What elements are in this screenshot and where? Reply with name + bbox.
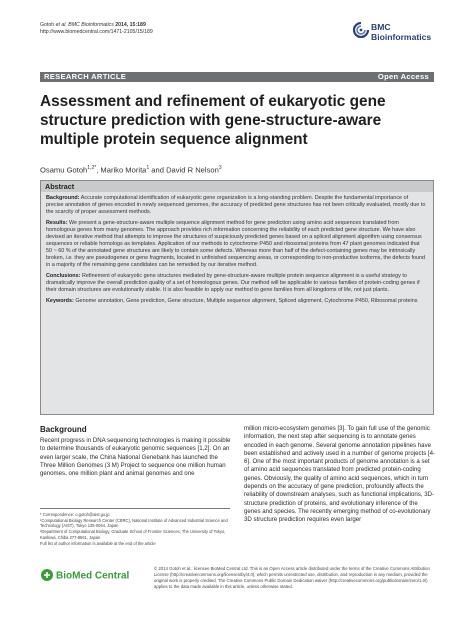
article-title: Assessment and refinement of eukaryotic gene structure prediction with gene-structure-aware multiple protein sequence alignment [40, 93, 386, 148]
abstract-box [40, 180, 434, 415]
section-text: Accurate computational identification of eukaryotic gene organization is a long-standing problem. Despite the fundamental importance of precise annotation of genes encoded in newly sequenced genomes, the accuracy of predicted gene structures has not been critically evaluated, mostly due to the scarcity of proper assessment methods. [46, 195, 426, 216]
journal-logo-line1: BMC [371, 22, 391, 32]
body-paragraph: Recent progress in DNA sequencing technologies is making it possible to determine thousands of eukaryotic genomic sequences [1,2]. On an even larger scale, the China National Genebank has launched the Three Million Genomes (3 M) Project to sequence one million human genomes, one million plant and animal genomes and one [40, 437, 231, 478]
abstract-body [46, 195, 427, 309]
affiliation-marker: 3 [218, 165, 222, 171]
abstract-heading: Abstract [45, 182, 75, 191]
author-name[interactable]: and David R Nelson [149, 165, 219, 175]
section-text: Refinement of eukaryotic gene structures mediated by gene-structure-aware multiple protein sequence alignment is a useful strategy to dramatically improve the overall prediction quality of a set of homologous genes. Our method will be applicable to various families of protein-coding genes if their domain structures are evolutionarily stable. It is also feasible to apply our method to gene families from all kingdoms of life, not just plants. [46, 273, 420, 294]
license-text: © 2014 Gotoh et al.; licensee BioMed Central Ltd. This is an Open Access article distributed under the terms of the Creative Commons Attribution License (http://creativecommons.org/licenses/by/4.0), which permits unrestricted use, distribution, and reproduction in any medium, provided the original work is properly credited. The Creative Commons Public Domain Dedication waiver (http://creativecommons.org/publicdomain/zero/1.0/) applies to the data made available in this article, unless otherwise stated. [154, 566, 430, 589]
biomed-central-logo-text: BioMed Central [56, 570, 130, 582]
section-label: Conclusions: [46, 273, 81, 280]
section-text: Genome annotation, Gene prediction, Gene structure, Multiple sequence alignment, Spliced alignment, Cytochrome P450, Ribosomal proteins [73, 298, 418, 304]
journal-logo-line2: Bioinformatics [371, 31, 432, 42]
footnotes [40, 512, 232, 546]
citation-authors: Gotoh [40, 22, 56, 28]
section-label: Background: [46, 195, 80, 201]
affiliation-marker: 1 [146, 165, 150, 171]
body-paragraph: million micro-ecosystem genomes [3]. To gain full use of the genomic information, the next step after sequencing is to annotate genes encoded in each genome. Several genome annotation pipelines have been established and actively used in a number of genome projects [4-6]. One of the most important products of genome annotation is a set of amino acid sequences translated from predicted protein-coding genes. Obviously, the quality of amino acid sequences, which in turn depends on the accuracy of gene prediction, profoundly affects the reliability of downstream analyses, such as functional implications, 3D-structure prediction of proteins, and evolutionary inference of the genes and species. The recently emerging method of co-evolutionary 3D structure prediction requires even larger [244, 425, 436, 524]
affiliation-note: ²Department of Computational Biology, Graduate School of Frontier Sciences, The University of Tokyo, Kashiwa, Chiba 277-8561, Japan [40, 529, 226, 540]
journal-logo-text [371, 23, 431, 42]
citation-volume: 2014, 15:189 [113, 22, 146, 28]
abstract-results [46, 220, 427, 270]
section-text: they are pseudogenes or gene fragments, located in unfinished sequencing areas, or corresponding to non-productive isoforms, the defects found in a majority of the remaining gene candidates can be remedied by our iterative method. [46, 255, 426, 269]
bmc-logo-icon [353, 22, 369, 38]
abstract-keywords [46, 298, 427, 305]
body-right-column [244, 425, 436, 525]
article-type: RESEARCH ARTICLE [44, 72, 127, 81]
section-label: Keywords: [46, 298, 74, 304]
article-url[interactable]: http://www.biomedcentral.com/1471-2105/15/189 [40, 29, 153, 35]
abstract-background [46, 195, 427, 216]
correspondence-note: * Correspondence: o.gotoh@aist.go.jp [40, 512, 110, 517]
open-access-label[interactable]: Open Access [377, 72, 429, 81]
footnote-divider [40, 508, 230, 509]
biomed-central-logo [40, 568, 148, 582]
article-type-band [40, 72, 434, 82]
citation-line [40, 22, 146, 29]
affiliation-marker: 1,2* [87, 165, 97, 171]
section-text-italic: i.e. [65, 255, 73, 262]
author-name[interactable]: Osamu Gotoh [40, 165, 88, 175]
author-name[interactable]: , Mariko Morita [96, 165, 147, 175]
abstract-conclusions [46, 273, 427, 294]
section-label: Results: [46, 219, 68, 226]
affiliation-note: ¹Computational Biology Research Center (CBRC), National Institute of Advanced Industrial Science and Technology (AIST), Tokyo 135-0064, Japan [40, 517, 228, 529]
background-heading: Background [40, 425, 87, 434]
section-text: We present a gene-structure-aware multiple sequence alignment method for gene prediction using amino acid sequences translated from homologous genes from many genomes. The approach provides rich information concerning the reliability of each predicted gene structure. We have also devised an iterative method that attempts to improve the structures of suspiciously predicted genes based on a spliced alignment algorithm using consensus sequences or reliable homologs as templates. Application of our methods to cytochrome P450 and ribosomal proteins from 47 plant genomes indicated that 50 ~ 60 % of the annotated gene structures are likely to contain some defects. Whereas more than half of the defect-containing genes may be intrinsically broken, [46, 219, 422, 262]
citation-journal: et al. BMC Bioinformatics [55, 22, 114, 28]
author-list [40, 164, 222, 175]
author-info-note: Full list of author information is available at the end of the article [40, 540, 156, 546]
abstract-header [41, 181, 433, 192]
body-left-column [40, 437, 232, 478]
